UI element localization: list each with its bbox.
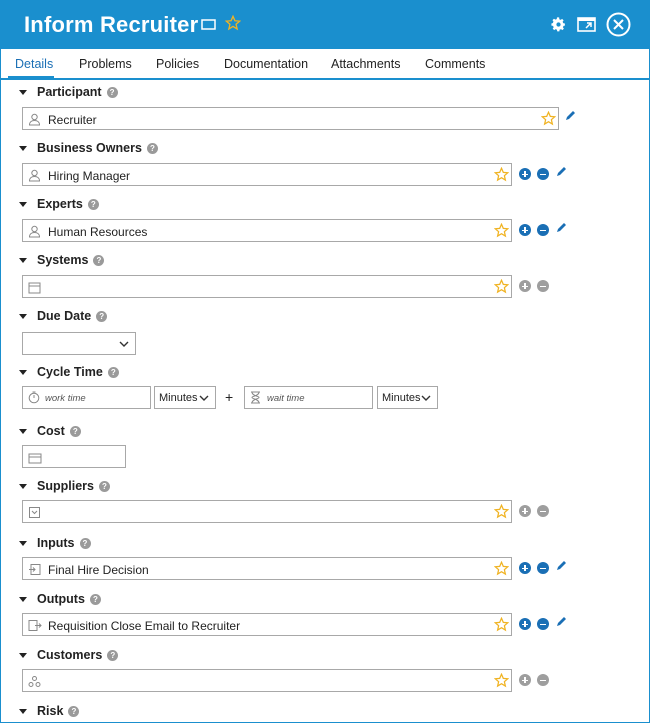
plus-sign: +: [225, 389, 234, 405]
stopwatch-icon: [28, 391, 40, 409]
add-button[interactable]: [519, 505, 531, 517]
experts-field[interactable]: [22, 219, 512, 242]
help-icon[interactable]: ?: [147, 143, 158, 154]
person-icon: [28, 225, 41, 243]
systems-field[interactable]: [22, 275, 512, 298]
work-time-unit-select[interactable]: [154, 386, 216, 409]
work-time-input[interactable]: [22, 386, 151, 409]
chevron-down-icon: [199, 393, 209, 405]
close-icon[interactable]: [606, 12, 631, 42]
star-icon[interactable]: [494, 223, 509, 243]
outputs-field[interactable]: [22, 613, 512, 636]
due-date-select[interactable]: [22, 332, 136, 355]
cycle-time-header[interactable]: [19, 364, 119, 380]
supplier-box-icon: [28, 506, 41, 524]
help-icon[interactable]: ?: [70, 426, 81, 437]
systems-label: Systems: [37, 253, 89, 267]
edit-pencil-icon[interactable]: [555, 221, 568, 239]
collapse-caret-icon[interactable]: [19, 90, 27, 95]
tab-bar: [1, 49, 650, 80]
tab-policies[interactable]: Policies: [156, 57, 200, 71]
experts-value: Human Resources: [48, 225, 148, 239]
collapse-caret-icon[interactable]: [19, 597, 27, 602]
remove-button[interactable]: [537, 618, 549, 630]
suppliers-field[interactable]: [22, 500, 512, 523]
customer-group-icon: [28, 675, 41, 693]
star-icon[interactable]: [494, 167, 509, 187]
edit-pencil-icon[interactable]: [555, 559, 568, 577]
customers-header[interactable]: [19, 647, 118, 663]
cost-header[interactable]: [19, 423, 81, 439]
wait-time-unit-select[interactable]: [377, 386, 438, 409]
help-icon[interactable]: ?: [107, 87, 118, 98]
title-bar: [1, 1, 650, 49]
help-icon[interactable]: ?: [108, 367, 119, 378]
help-icon[interactable]: ?: [68, 706, 79, 717]
remove-button[interactable]: [537, 280, 549, 292]
suppliers-header[interactable]: [19, 478, 110, 494]
outputs-label: Outputs: [37, 592, 85, 606]
person-icon: [28, 169, 41, 187]
output-arrow-icon: [28, 619, 42, 637]
window-title: Inform Recruiter: [24, 12, 199, 37]
tab-attachments[interactable]: Attachments: [331, 57, 401, 71]
business-owners-value: Hiring Manager: [48, 169, 131, 183]
participant-label: Participant: [37, 85, 102, 99]
person-icon: [28, 113, 41, 131]
inputs-header[interactable]: [19, 535, 91, 551]
outputs-header[interactable]: [19, 591, 101, 607]
add-button[interactable]: [519, 562, 531, 574]
wait-time-placeholder: wait time: [267, 393, 305, 404]
add-button[interactable]: [519, 618, 531, 630]
collapse-caret-icon[interactable]: [19, 202, 27, 207]
input-arrow-icon: [28, 563, 41, 581]
active-tab-indicator: [8, 76, 54, 79]
tab-details[interactable]: Details: [15, 57, 54, 71]
experts-label: Experts: [37, 197, 83, 211]
collapse-caret-icon[interactable]: [19, 370, 27, 375]
risk-header[interactable]: [19, 703, 79, 719]
tab-problems[interactable]: Problems: [79, 57, 132, 71]
gear-icon[interactable]: [550, 16, 567, 38]
participant-field[interactable]: [22, 107, 559, 130]
edit-pencil-icon[interactable]: [555, 615, 568, 633]
remove-button[interactable]: [537, 674, 549, 686]
system-window-icon: [28, 281, 41, 299]
help-icon[interactable]: ?: [107, 650, 118, 661]
participant-value: Recruiter: [48, 113, 97, 127]
systems-header[interactable]: [19, 252, 104, 268]
due-date-header[interactable]: [19, 308, 107, 324]
tab-documentation[interactable]: Documentation: [224, 57, 309, 71]
outputs-value: Requisition Close Email to Recruiter: [48, 619, 241, 633]
business-owners-header[interactable]: [19, 140, 158, 156]
wait-time-unit-value: Minutes: [382, 392, 421, 404]
customers-label: Customers: [37, 648, 103, 662]
hourglass-icon: [250, 391, 261, 409]
credit-card-icon: [28, 451, 42, 469]
star-icon[interactable]: [494, 617, 509, 637]
inputs-value: Final Hire Decision: [48, 563, 149, 577]
work-time-unit-value: Minutes: [159, 392, 198, 404]
rename-icon[interactable]: [201, 17, 216, 35]
wait-time-input[interactable]: [244, 386, 373, 409]
help-icon[interactable]: ?: [93, 255, 104, 266]
customers-field[interactable]: [22, 669, 512, 692]
add-button[interactable]: [519, 168, 531, 180]
star-icon[interactable]: [494, 673, 509, 693]
edit-pencil-icon[interactable]: [555, 165, 568, 183]
remove-button[interactable]: [537, 224, 549, 236]
tab-comments[interactable]: Comments: [425, 57, 486, 71]
remove-button[interactable]: [537, 505, 549, 517]
help-icon[interactable]: ?: [99, 481, 110, 492]
open-in-window-icon[interactable]: [577, 17, 596, 37]
favorite-star-icon[interactable]: [225, 15, 241, 36]
help-icon[interactable]: ?: [90, 594, 101, 605]
work-time-placeholder: work time: [45, 393, 86, 404]
help-icon[interactable]: ?: [80, 538, 91, 549]
cycle-time-label: Cycle Time: [37, 365, 103, 379]
collapse-caret-icon[interactable]: [19, 709, 27, 714]
collapse-caret-icon[interactable]: [19, 653, 27, 658]
star-icon[interactable]: [494, 504, 509, 524]
add-button[interactable]: [519, 280, 531, 292]
remove-button[interactable]: [537, 168, 549, 180]
chevron-down-icon: [421, 393, 431, 405]
experts-header[interactable]: [19, 196, 99, 212]
suppliers-label: Suppliers: [37, 479, 94, 493]
cost-input[interactable]: [22, 445, 126, 468]
collapse-caret-icon[interactable]: [19, 146, 27, 151]
edit-pencil-icon[interactable]: [564, 109, 577, 127]
collapse-caret-icon[interactable]: [19, 258, 27, 263]
add-button[interactable]: [519, 674, 531, 686]
help-icon[interactable]: ?: [96, 311, 107, 322]
cost-label: Cost: [37, 424, 65, 438]
remove-button[interactable]: [537, 562, 549, 574]
business-owners-field[interactable]: [22, 163, 512, 186]
participant-header[interactable]: [19, 84, 118, 100]
star-icon[interactable]: [541, 111, 556, 131]
risk-label: Risk: [37, 704, 64, 718]
due-date-label: Due Date: [37, 309, 92, 323]
inputs-label: Inputs: [37, 536, 75, 550]
inputs-field[interactable]: [22, 557, 512, 580]
add-button[interactable]: [519, 224, 531, 236]
help-icon[interactable]: ?: [88, 199, 99, 210]
collapse-caret-icon[interactable]: [19, 314, 27, 319]
collapse-caret-icon[interactable]: [19, 484, 27, 489]
star-icon[interactable]: [494, 279, 509, 299]
business-owners-label: Business Owners: [37, 141, 142, 155]
collapse-caret-icon[interactable]: [19, 541, 27, 546]
star-icon[interactable]: [494, 561, 509, 581]
collapse-caret-icon[interactable]: [19, 429, 27, 434]
chevron-down-icon: [119, 339, 129, 351]
